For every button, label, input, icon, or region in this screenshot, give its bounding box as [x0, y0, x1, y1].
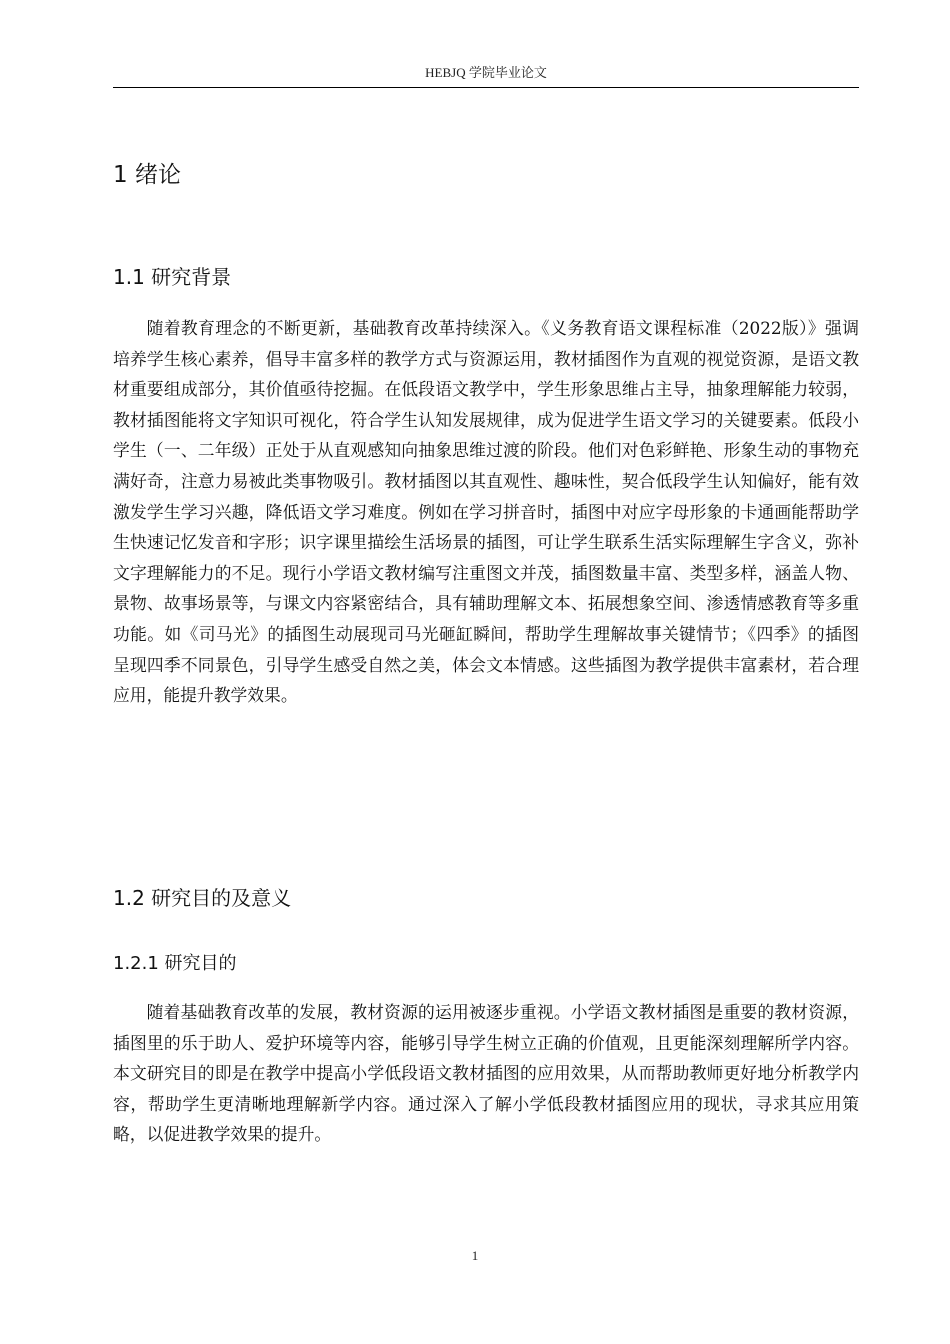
paragraph-purpose: 随着基础教育改革的发展，教材资源的运用被逐步重视。小学语文教材插图是重要的教材资源，插图里的乐于助人、爱护环境等内容，能够引导学生树立正确的价值观，且更能深刻理解所学内容。本文研究目的即是在教学中提高小学低段语文教材插图的应用效果，从而帮助教师更好地分析教学内容，帮助学生更清晰地理解新学内容。通过深入了解小学低段教材插图应用的现状，寻求其应用策略，以促进教学效果的提升。	[113, 1002, 859, 1145]
section-title-purpose: 1.2 研究目的及意义	[113, 886, 292, 910]
chapter-title: 1 绪论	[113, 162, 181, 188]
page-number: 1	[471, 1248, 479, 1263]
page-header: HEBJQ 学院毕业论文	[113, 60, 859, 88]
section-title-background: 1.1 研究背景	[113, 265, 232, 289]
subsection-title-purpose: 1.2.1 研究目的	[113, 953, 237, 974]
paragraph-background: 随着教育理念的不断更新，基础教育改革持续深入。《义务教育语文课程标准（2022版）》强调培养学生核心素养，倡导丰富多样的教学方式与资源运用，教材插图作为直观的视觉资源，是语文教材重要组成部分，其价值亟待挖掘。在低段语文教学中，学生形象思维占主导，抽象理解能力较弱，教材插图能将文字知识可视化，符合学生认知发展规律，成为促进学生语文学习的关键要素。低段小学生（一、二年级）正处于从直观感知向抽象思维过渡的阶段。他们对色彩鲜艳、形象生动的事物充满好奇，注意力易被此类事物吸引。教材插图以其直观性、趣味性，契合低段学生认知偏好，能有效激发学生学习兴趣，降低语文学习难度。例如在学习拼音时，插图中对应字母形象的卡通画能帮助学生快速记忆发音和字形；识字课里描绘生活场景的插图，可让学生联系生活实际理解生字含义，弥补文字理解能力的不足。现行小学语文教材编写注重图文并茂，插图数量丰富、类型多样，涵盖人物、景物、故事场景等，与课文内容紧密结合，具有辅助理解文本、拓展想象空间、渗透情感教育等多重功能。如《司马光》的插图生动展现司马光砸缸瞬间，帮助学生理解故事关键情节；《四季》的插图呈现四季不同景色，引导学生感受自然之美，体会文本情感。这些插图为教学提供丰富素材，若合理应用，能提升教学效果。	[113, 318, 859, 706]
